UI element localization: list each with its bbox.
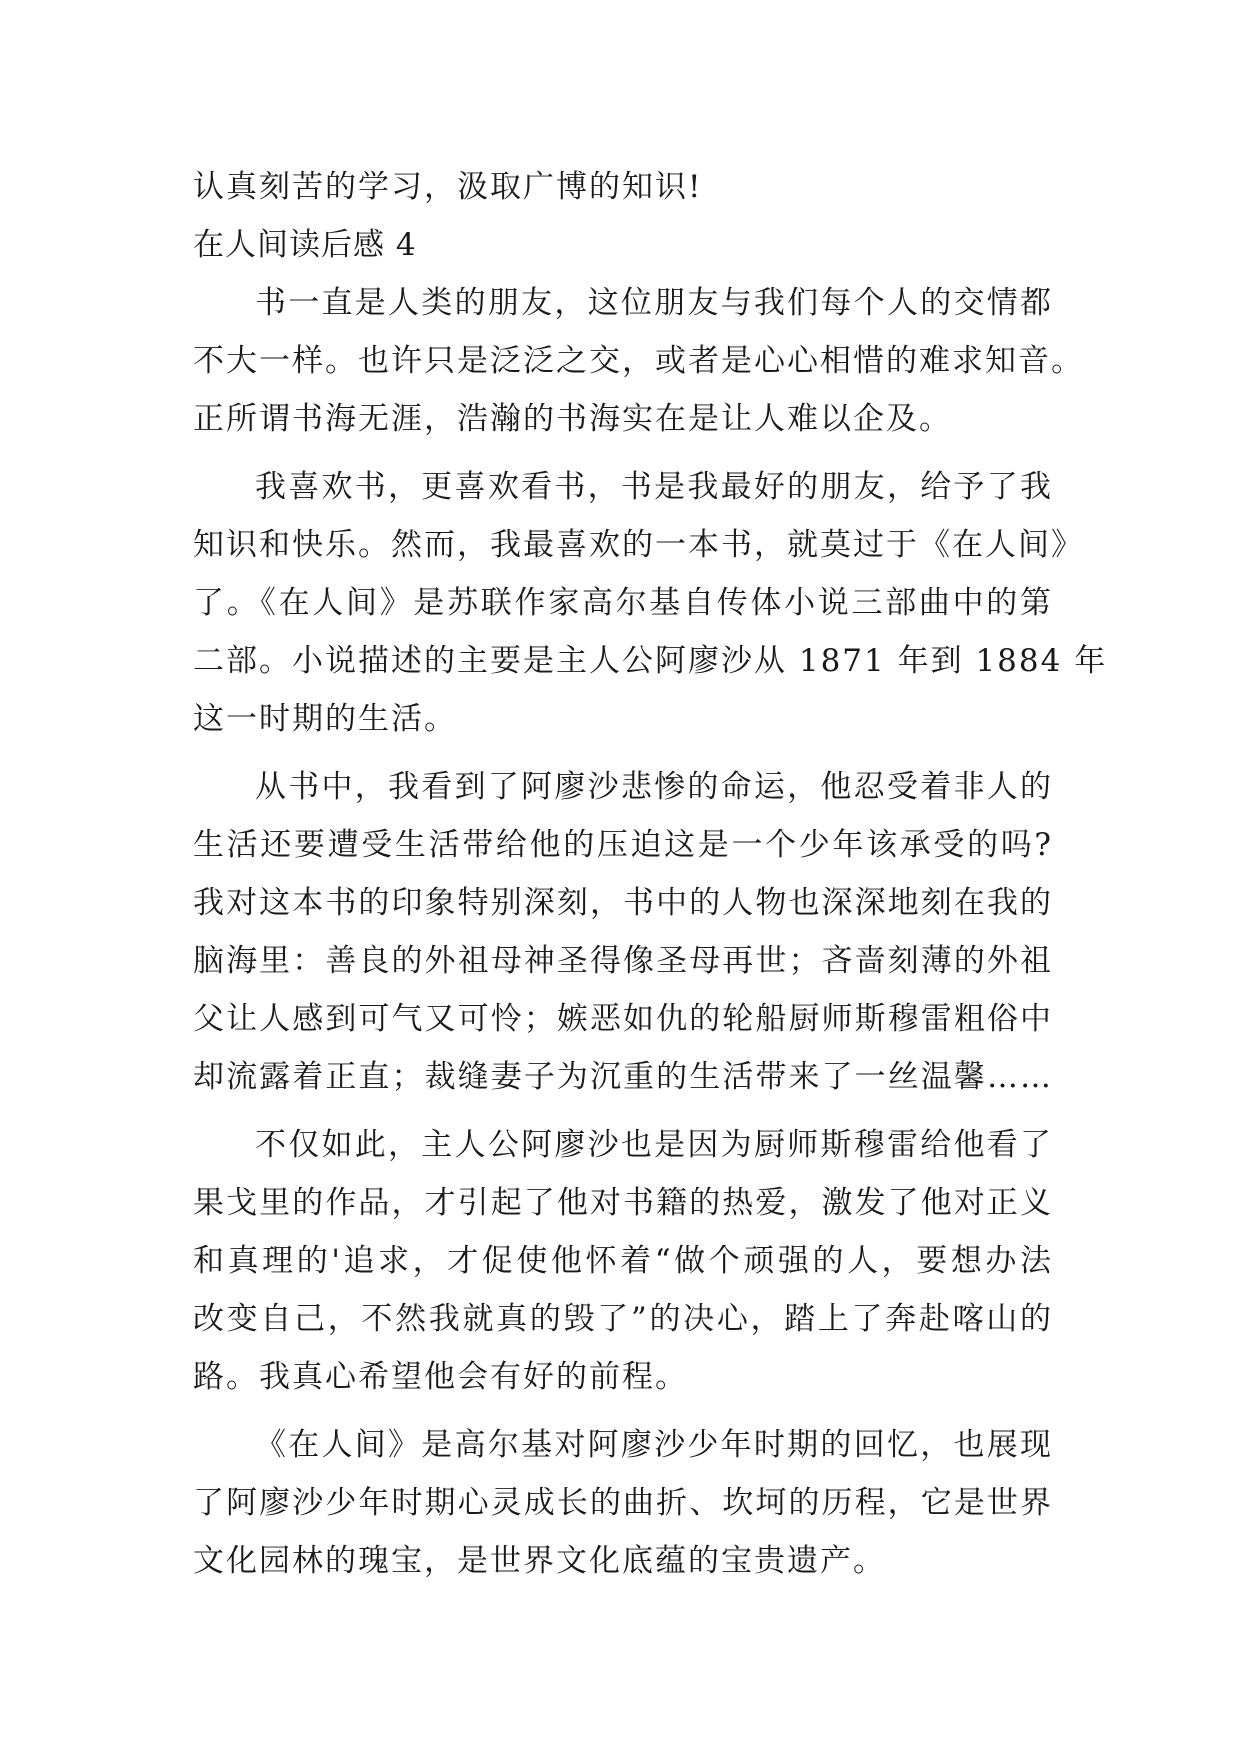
paragraph-line: 改变自己，不然我就真的毁了”的决心，踏上了奔赴喀山的 [193,1301,1053,1337]
paragraph-4 [193,1116,1053,1406]
paragraph-line: 文化园林的瑰宝，是世界文化底蕴的宝贵遗产。 [193,1543,886,1579]
paragraph-line: 父让人感到可气又可怜；嫉恶如仇的轮船厨师斯穆雷粗俗中 [193,1001,1053,1037]
paragraph-line: 不大一样。也许只是泛泛之交，或者是心心相惜的难求知音。 [193,343,1084,379]
paragraph-line: 《在人间》是高尔基对阿廖沙少年时期的回忆，也展现 [255,1427,1053,1463]
paragraph-line: 这一时期的生活。 [193,701,457,737]
paragraph-line: 不仅如此，主人公阿廖沙也是因为厨师斯穆雷给他看了 [255,1127,1053,1163]
paragraph-line: 正所谓书海无涯，浩瀚的书海实在是让人难以企及。 [193,401,952,437]
paragraph-line: 从书中，我看到了阿廖沙悲惨的命运，他忍受着非人的 [255,769,1053,805]
paragraph-line: 路。我真心希望他会有好的前程。 [193,1359,688,1395]
paragraph-line: 了阿廖沙少年时期心灵成长的曲折、坎坷的历程，它是世界 [193,1485,1053,1521]
paragraph-line: 书一直是人类的朋友，这位朋友与我们每个人的交情都 [255,285,1053,321]
paragraph-line: 生活还要遭受生活带给他的压迫这是一个少年该承受的吗? [193,827,1053,863]
paragraph-line: 果戈里的作品，才引起了他对书籍的热爱，激发了他对正义 [193,1185,1053,1221]
document-page [193,158,1108,1590]
paragraph-line: 脑海里：善良的外祖母神圣得像圣母再世；吝啬刻薄的外祖 [193,943,1053,979]
paragraph-line: 我喜欢书，更喜欢看书，书是我最好的朋友，给予了我 [255,469,1053,505]
paragraph-line: 我对这本书的印象特别深刻，书中的人物也深深地刻在我的 [193,885,1053,921]
paragraph-5 [193,1416,1053,1590]
paragraph-line: 二部。小说描述的主要是主人公阿廖沙从 1871 年到 1884 年 [193,643,1108,679]
paragraph-line: 了。《在人间》是苏联作家高尔基自传体小说三部曲中的第 [193,585,1053,621]
paragraph-line: 却流露着正直；裁缝妻子为沉重的生活带来了一丝温馨…… [193,1059,1053,1095]
paragraph-line: 和真理的'追求，才促使他怀着“做个顽强的人，要想办法 [193,1243,1053,1279]
paragraph-line: 知识和快乐。然而，我最喜欢的一本书，就莫过于《在人间》 [193,527,1084,563]
paragraph-2 [193,458,1108,748]
lead-line: 认真刻苦的学习，汲取广博的知识! [193,169,703,205]
document-title: 在人间读后感 4 [193,227,417,263]
paragraph-3 [193,758,1053,1106]
paragraph-1 [193,274,1084,448]
